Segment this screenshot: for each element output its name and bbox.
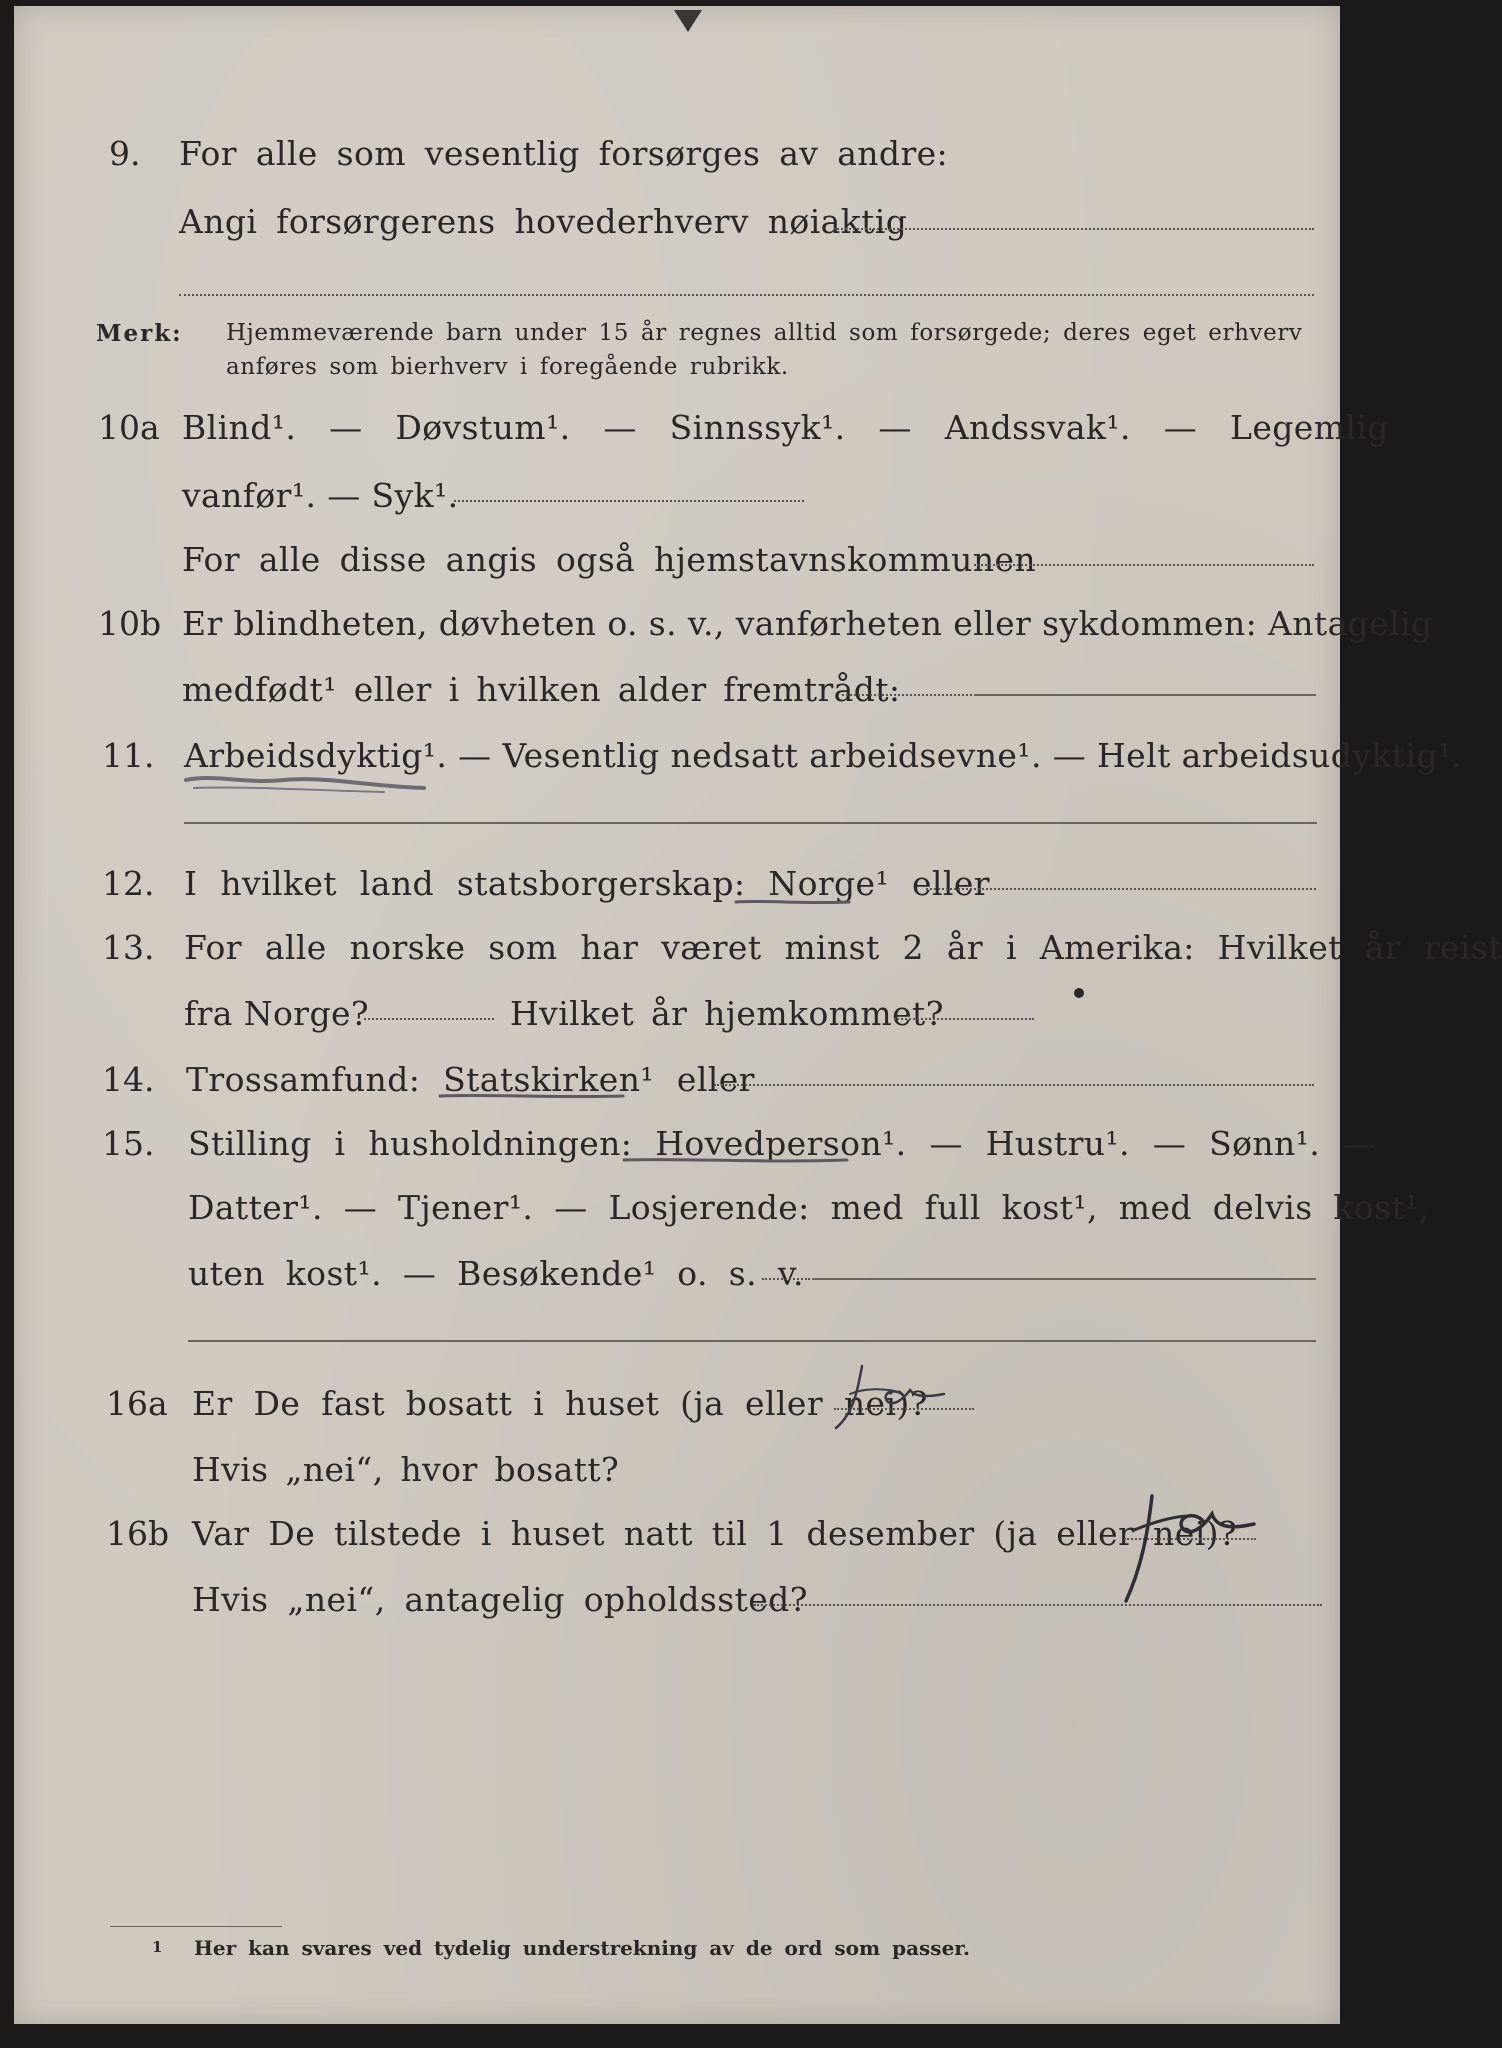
q10a-line2: vanfør¹. — Syk¹.	[182, 476, 459, 515]
footnote-marker: 1	[152, 1938, 163, 1956]
q11-number: 11.	[102, 736, 155, 775]
q10a-number: 10a	[98, 408, 160, 447]
merk-line2: anføres som bierhverv i foregående rubrikk.	[226, 354, 789, 380]
q15-answer-rule-2	[188, 1340, 1316, 1342]
q10b-line1: Er blindheten, døvheten o. s. v., vanførheten eller sykdommen: Antagelig	[182, 604, 1433, 643]
q9-answer-line-2[interactable]	[179, 294, 1314, 296]
page-notch	[674, 10, 702, 32]
q16a-line2: Hvis „nei“, hvor bosatt?	[192, 1450, 620, 1489]
q13-line1: For alle norske som har været minst 2 år i Amerika: Hvilket år reist	[184, 928, 1502, 967]
q15-number: 15.	[102, 1124, 155, 1163]
q16b-line1: Var De tilstede i huset natt til 1 desember (ja eller nei)?	[192, 1514, 1238, 1553]
q13-number: 13.	[102, 928, 155, 967]
q10b-answer-line[interactable]	[842, 694, 972, 696]
q12-answer-line[interactable]	[926, 888, 1316, 890]
q15-answer-line[interactable]	[762, 1278, 810, 1280]
q10b-number: 10b	[98, 604, 162, 643]
q10b-answer-rule	[974, 694, 1316, 696]
q15-answer-rule	[812, 1278, 1316, 1280]
census-form-page	[14, 6, 1502, 2024]
q15-line2: Datter¹. — Tjener¹. — Losjerende: med full kost¹, med delvis kost¹,	[188, 1188, 1430, 1227]
q14-number: 14.	[102, 1060, 155, 1099]
q10b-line2: medfødt¹ eller i hvilken alder fremtrådt:	[182, 670, 901, 709]
q9-line1: For alle som vesentlig forsørges av andre:	[179, 134, 949, 173]
q15-line1: Stilling i husholdningen: Hovedperson¹. — Hustru¹. — Sønn¹. —	[188, 1124, 1377, 1163]
q10a-line3: For alle disse angis også hjemstavnskommunen	[182, 540, 1037, 579]
q11-underline-mark	[184, 766, 434, 796]
footnote-rule	[110, 1926, 282, 1927]
q16a-number: 16a	[106, 1384, 168, 1423]
q13-hjemkommet-answer-line[interactable]	[894, 1018, 1034, 1020]
ink-dot	[1074, 988, 1084, 998]
footnote-text: Her kan svares ved tydelig understrekning av de ord som passer.	[194, 1936, 970, 1960]
q13-line2a: fra Norge?	[184, 994, 370, 1033]
q13-reist-answer-line[interactable]	[364, 1018, 494, 1020]
q15-underline-mark	[622, 1154, 852, 1168]
q16a-handwritten-ja	[814, 1358, 974, 1438]
q9-answer-line[interactable]	[834, 228, 1314, 230]
q10a-hjemstavn-line[interactable]	[974, 564, 1314, 566]
merk-label: Merk:	[96, 320, 183, 347]
q16b-handwritten-ja	[1094, 1486, 1274, 1616]
q12-underline-mark	[734, 896, 854, 910]
q15-line3: uten kost¹. — Besøkende¹ o. s. v.	[188, 1254, 804, 1293]
q16b-number: 16b	[106, 1514, 170, 1553]
q11-answer-rule	[184, 822, 1317, 824]
q14-answer-line[interactable]	[714, 1084, 1314, 1086]
q16b-answer-line-2[interactable]	[754, 1604, 1322, 1606]
q9-number: 9.	[109, 134, 141, 173]
q11-line1: Arbeidsdyktig¹. — Vesentlig nedsatt arbeidsevne¹. — Helt arbeidsudyktig¹.	[184, 736, 1463, 775]
q12-line1: I hvilket land statsborgerskap: Norge¹ eller	[184, 864, 990, 903]
q16a-line1: Er De fast bosatt i huset (ja eller nei)?	[192, 1384, 928, 1423]
q12-number: 12.	[102, 864, 155, 903]
merk-line1: Hjemmeværende barn under 15 år regnes alltid som forsørgede; deres eget erhverv	[226, 320, 1303, 346]
q13-line2b: Hvilket år hjemkommet?	[510, 994, 944, 1033]
q14-underline-mark	[438, 1090, 628, 1104]
q14-line1: Trossamfund: Statskirken¹ eller	[186, 1060, 755, 1099]
q16b-line2: Hvis „nei“, antagelig opholdssted?	[192, 1580, 808, 1619]
q9-line2: Angi forsørgerens hovederhverv nøiaktig	[179, 202, 908, 241]
q10a-line1: Blind¹. — Døvstum¹. — Sinnssyk¹. — Andssvak¹. — Legemlig	[182, 408, 1389, 447]
q10a-answer-line[interactable]	[454, 500, 804, 502]
